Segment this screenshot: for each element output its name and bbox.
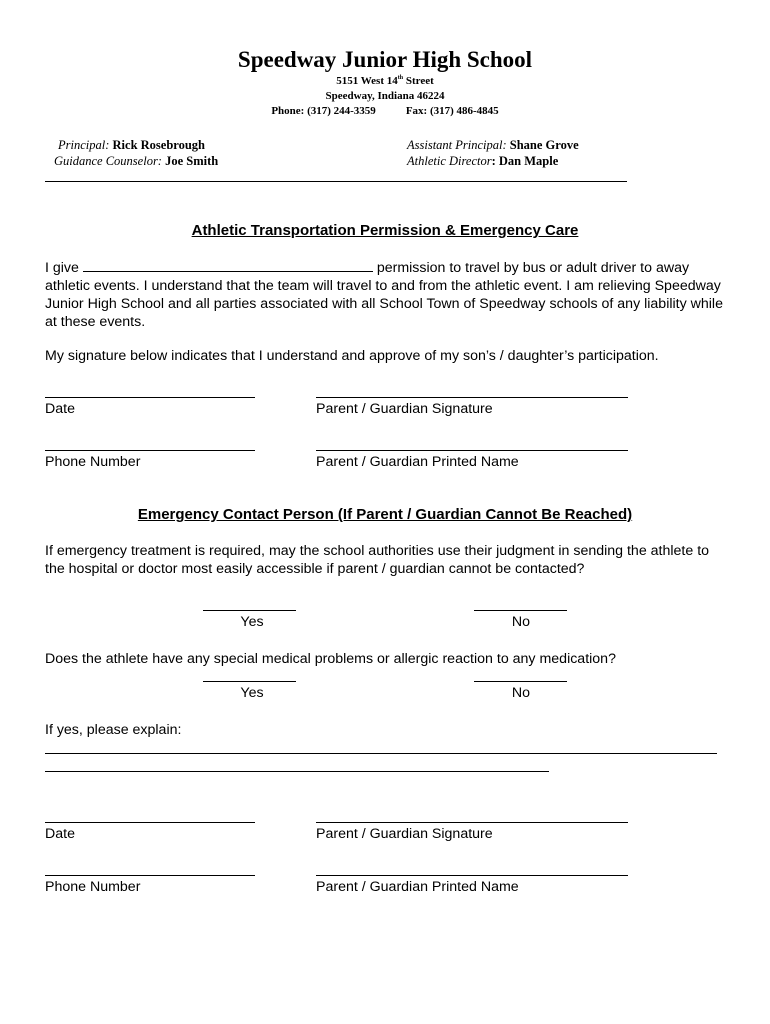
medical-yes-label: Yes [240,685,264,701]
signature-label-2: Parent / Guardian Signature [316,826,493,842]
printed-name-label: Parent / Guardian Printed Name [316,454,519,470]
ad-name: : Dan Maple [491,154,559,168]
athletic-director [407,154,558,169]
address-superscript: th [397,75,404,81]
student-name-field[interactable] [83,259,373,272]
contact-line [0,105,770,117]
emergency-yes-field[interactable] [203,610,296,611]
explain-label: If yes, please explain: [45,722,182,738]
assistant-name: Shane Grove [509,138,579,152]
date-label-2: Date [45,826,75,842]
explain-field-line1[interactable] [45,753,717,754]
emergency-yes-label: Yes [240,614,264,630]
printed-name-field-2[interactable] [316,875,628,876]
date-label: Date [45,401,75,417]
section2-heading: Emergency Contact Person (If Parent / Guardian Cannot Be Reached) [137,506,633,523]
assistant-principal [407,138,579,153]
principal [58,138,205,153]
emergency-paragraph: If emergency treatment is required, may the school authorities use their judgment in sending the athlete to the hospital or doctor most easily accessible if parent / guardian cannot be contacted? [45,543,710,577]
address-line2: Speedway, Indiana 46224 [325,90,445,102]
printed-name-field[interactable] [316,450,628,451]
signature-field-2[interactable] [316,822,628,823]
medical-no-field[interactable] [474,681,567,682]
ad-role: Athletic Director [407,154,492,168]
printed-name-label-2: Parent / Guardian Printed Name [316,879,519,895]
phone-field[interactable] [45,450,255,451]
address-line1 [0,75,770,87]
explain-field-line2[interactable] [45,771,549,772]
emergency-no-field[interactable] [474,610,567,611]
address-line1-prefix: 5151 West 14 [336,75,398,87]
school-name: Speedway Junior High School [237,47,533,72]
medical-yes-field[interactable] [203,681,296,682]
assistant-role: Assistant Principal: [407,138,507,152]
phone-label: Phone Number [45,454,141,470]
permission-paragraph [45,259,725,331]
emergency-no-label: No [511,614,531,630]
header-divider [45,181,627,182]
signature-label: Parent / Guardian Signature [316,401,493,417]
counselor-role: Guidance Counselor: [54,154,162,168]
date-field-2[interactable] [45,822,255,823]
section1-heading: Athletic Transportation Permission & Emergency Care [191,222,579,239]
phone-field-2[interactable] [45,875,255,876]
phone-label-2: Phone Number [45,879,141,895]
permission-text-start: I give [45,260,79,276]
address-line1-suffix: Street [403,75,434,87]
medical-question: Does the athlete have any special medical problems or allergic reaction to any medication? [45,651,616,667]
counselor-name: Joe Smith [165,154,219,168]
fax-number: Fax: (317) 486-4845 [405,105,499,117]
principal-name: Rick Rosebrough [112,138,206,152]
permission-text-rest: permission to travel by bus or adult driver to away athletic events. I understand that the team will travel to and from the athletic event. I am relieving Speedway Junior High School and all parties associated with all School Town of Speedway schools of any liability while at these events. [45,260,723,330]
guidance-counselor [54,154,218,169]
signature-field[interactable] [316,397,628,398]
principal-role: Principal: [58,138,110,152]
date-field[interactable] [45,397,255,398]
phone-number: Phone: (317) 244-3359 [271,105,376,117]
medical-no-label: No [511,685,531,701]
approval-paragraph: My signature below indicates that I understand and approve of my son’s / daughter’s participation. [45,348,659,364]
